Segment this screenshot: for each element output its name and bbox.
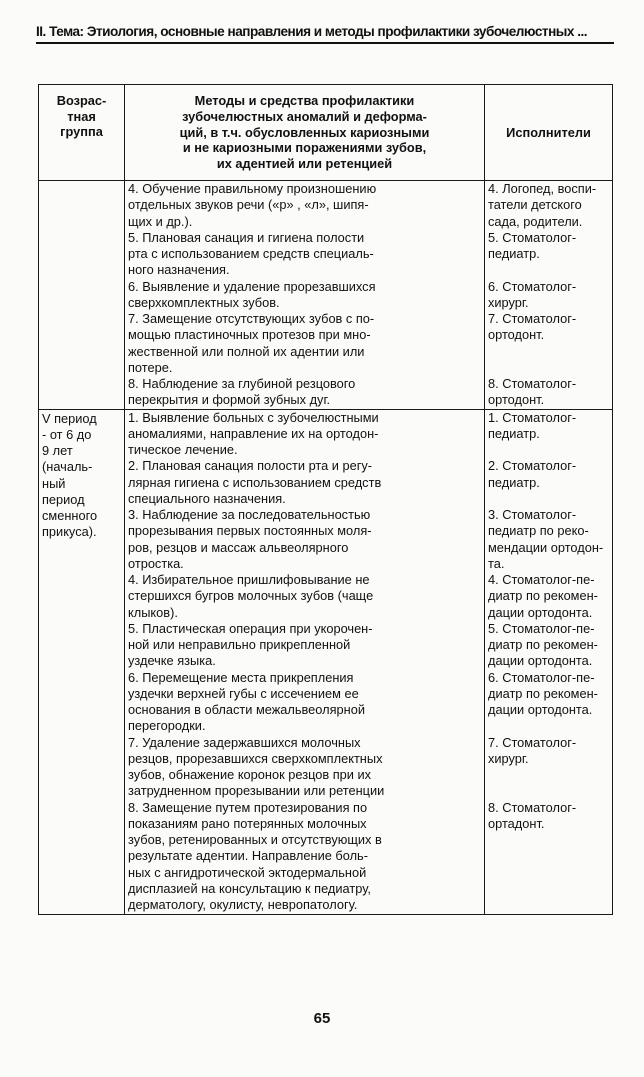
method-line: жественной или полной их адентии или [128, 343, 365, 359]
method-line: стершихся бугров молочных зубов (чаще [128, 588, 374, 604]
header-line: Исполнители [506, 124, 591, 140]
age-group-line: 9 лет [42, 443, 73, 459]
methods-cell [125, 409, 485, 914]
executor-item [488, 458, 609, 507]
method-line: аномалиями, направление их на ортодон- [128, 425, 379, 441]
header-line: и не кариозными поражениями зубов, [182, 140, 427, 156]
method-item [128, 572, 481, 621]
method-line: уздечке языка. [128, 653, 216, 669]
method-line: отростка. [128, 555, 184, 571]
executor-line: дации ортодонта. [488, 604, 593, 620]
header-line: Возрас- [56, 93, 107, 108]
method-line: ного назначения. [128, 262, 230, 278]
executor-line: диатр по рекомен- [488, 588, 598, 604]
method-line: дерматологу, окулисту, невропатологу. [128, 897, 358, 913]
column-header-age [39, 85, 125, 181]
method-line: 8. Наблюдение за глубиной резцового [128, 376, 356, 391]
method-item [128, 507, 481, 572]
method-line: мощью пластиночных протезов при мно- [128, 327, 371, 343]
method-line: клыков). [128, 604, 178, 620]
executor-item [488, 735, 609, 800]
method-line: перегородки. [128, 718, 206, 734]
method-line: 5. Пластическая операция при укорочен- [128, 620, 373, 636]
method-line: 8. Замещение путем протезирования по [128, 799, 368, 815]
executor-line: дации ортодонта. [488, 653, 593, 669]
executor-item [488, 410, 609, 459]
header-line: зубочелюстных аномалий и деформа- [182, 109, 427, 125]
methods-cell [125, 181, 485, 410]
method-line: 6. Выявление и удаление прорезавшихся [128, 278, 376, 294]
method-item [128, 670, 481, 735]
executor-line: 7. Стоматолог- [488, 734, 577, 750]
executor-item [488, 311, 609, 376]
executor-line: диатр по рекомен- [488, 637, 598, 653]
executor-item [488, 572, 609, 621]
executor-line: 1. Стоматолог- [488, 409, 577, 425]
method-line: щих и др.). [128, 213, 193, 229]
age-group-line: V период [42, 410, 97, 426]
method-line: 6. Перемещение места прикрепления [128, 669, 354, 685]
method-line: ных с ангидротической эктодермальной [128, 864, 367, 880]
executor-line: 8. Стоматолог- [488, 376, 577, 392]
executor-line: та. [488, 555, 505, 571]
header-line: Методы и средства профилактики [194, 93, 415, 109]
executor-item [488, 376, 609, 409]
method-line: показаниям рано потерянных молочных [128, 815, 367, 831]
method-item [128, 458, 481, 507]
executor-item [488, 621, 609, 670]
method-line: отдельных звуков речи («р» , «л», шипя- [128, 197, 369, 213]
method-line: лярная гигиена с использованием средств [128, 474, 382, 490]
executor-line: 5. Стоматолог- [488, 229, 577, 245]
method-item [128, 376, 481, 409]
executor-item [488, 230, 609, 279]
method-line: сверхкомплектных зубов. [128, 294, 280, 310]
executor-line: диатр по рекомен- [488, 685, 598, 701]
method-item [128, 735, 481, 800]
method-line: потере. [128, 359, 173, 375]
executor-item [488, 800, 609, 914]
method-line: 7. Удаление задержавшихся молочных [128, 734, 361, 750]
header-line: ций, в т.ч. обусловленных кариозными [179, 124, 430, 140]
header-line: группа [60, 124, 103, 140]
method-line: 2. Плановая санация полости рта и регу- [128, 458, 373, 474]
method-line: 7. Замещение отсутствующих зубов с по- [128, 311, 375, 326]
method-line: затрудненном прорезывании или ретенции [128, 783, 385, 799]
age-group-cell [39, 409, 125, 914]
executor-line: педиатр. [488, 474, 540, 490]
method-item [128, 800, 481, 914]
executors-cell [485, 409, 613, 914]
method-line: результате адентии. Направление боль- [128, 848, 368, 864]
method-item [128, 410, 481, 459]
executor-line: сада, родители. [488, 213, 583, 229]
method-line: 4. Избирательное пришлифовывание не [128, 572, 370, 588]
method-line: тическое лечение. [128, 442, 238, 458]
method-item [128, 230, 481, 279]
method-line: прорезывания первых постоянных моля- [128, 523, 372, 539]
table-row [39, 181, 613, 410]
executor-line: 5. Стоматолог-пе- [488, 620, 595, 636]
method-item [128, 311, 481, 376]
method-line: ров, резцов и массаж альвеолярного [128, 539, 349, 555]
method-line: 3. Наблюдение за последовательностью [128, 507, 371, 523]
executor-item [488, 181, 609, 230]
executor-line: дации ортодонта. [488, 702, 593, 718]
executor-line: ортодонт. [488, 392, 545, 408]
method-line: зубов, обнажение коронок резцов при их [128, 767, 372, 783]
method-line: ной или неправильно прикрепленной [128, 637, 351, 653]
executor-item [488, 670, 609, 735]
executor-line: 4. Логопед, воспи- [488, 181, 597, 196]
page-number: 65 [313, 1010, 331, 1027]
executor-line: 7. Стоматолог- [488, 311, 577, 327]
executor-line: 6. Стоматолог- [488, 278, 577, 294]
age-group-line: ный [42, 475, 66, 491]
table-row [39, 409, 613, 914]
executor-line: ортадонт. [488, 816, 545, 832]
executor-line: педиатр. [488, 425, 540, 441]
header-line: их адентией или ретенцией [216, 155, 393, 171]
method-item [128, 279, 481, 312]
method-item [128, 181, 481, 230]
method-line: 1. Выявление больных с зубочелюстными [128, 409, 379, 425]
method-line: основания в области межальвеолярной [128, 702, 365, 718]
method-line: зубов, ретенированных и отсутствующих в [128, 832, 382, 848]
executor-line: хирург. [488, 294, 529, 310]
age-group-cell [39, 181, 125, 410]
header-line: тная [67, 108, 96, 124]
method-line: 4. Обучение правильному произношению [128, 181, 377, 196]
method-line: специального назначения. [128, 490, 286, 506]
age-group-line: период [42, 491, 85, 507]
method-line: 5. Плановая санация и гигиена полости [128, 229, 365, 245]
method-line: резцов, прорезавшихся сверхкомплектных [128, 750, 383, 766]
method-line: дисплазией на консультацию к педиатру, [128, 880, 371, 896]
prevention-table [38, 84, 613, 915]
executor-line: хирург. [488, 751, 529, 767]
method-item [128, 621, 481, 670]
age-group-line: прикуса). [42, 524, 97, 540]
executor-line: ортодонт. [488, 327, 545, 343]
executor-item [488, 279, 609, 312]
executors-cell [485, 181, 613, 410]
executor-line: мендации ортодон- [488, 539, 604, 555]
age-group-line: (началь- [42, 459, 93, 475]
method-line: перекрытия и формой зубных дуг. [128, 392, 331, 408]
method-line: рта с использованием средств специаль- [128, 246, 374, 261]
executor-line: 6. Стоматолог-пе- [488, 669, 595, 685]
executor-line: 2. Стоматолог- [488, 458, 577, 474]
executor-line: 4. Стоматолог-пе- [488, 572, 595, 588]
executor-line: педиатр. [488, 246, 540, 261]
executor-line: 3. Стоматолог- [488, 507, 577, 523]
executor-line: педиатр по реко- [488, 523, 589, 539]
age-group-line: сменного [42, 508, 98, 524]
executor-line: 8. Стоматолог- [488, 799, 577, 815]
running-header: II. Тема: Этиология, основные направления и методы профилактики зубочелюстных ... [36, 24, 614, 44]
executor-item [488, 507, 609, 572]
method-line: уздечки верхней губы с иссечением ее [128, 685, 359, 701]
column-header-executors [485, 85, 613, 181]
column-header-methods [125, 85, 485, 181]
age-group-line: - от 6 до [42, 426, 92, 442]
executor-line: татели детского [488, 197, 582, 213]
